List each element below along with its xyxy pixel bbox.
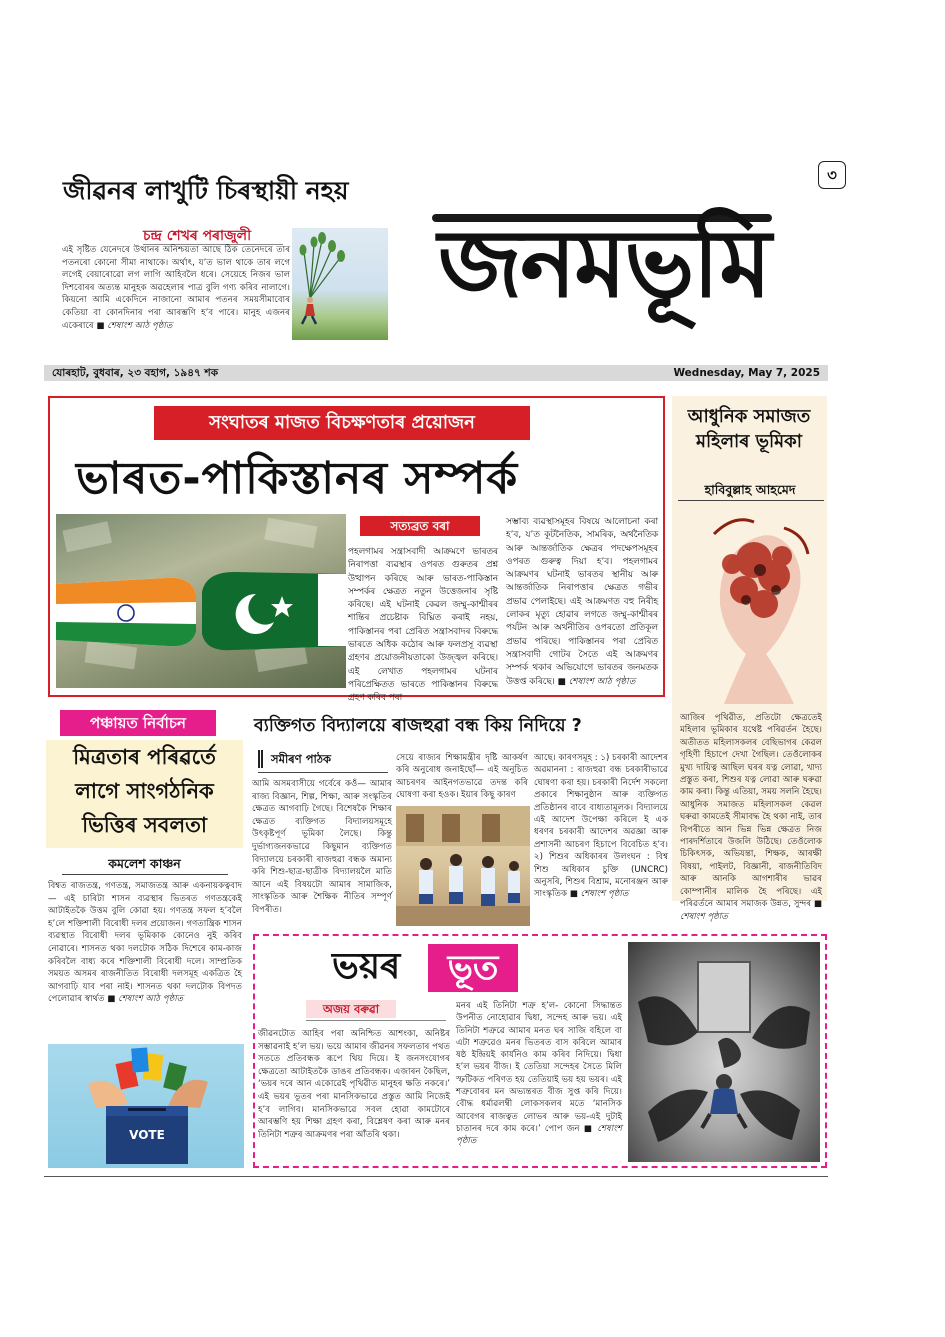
fear-continued: ■ শেষাংশ পৃষ্ঠাত — [456, 1123, 622, 1147]
main-story-kicker: সংঘাতৰ মাজত বিচক্ষণতাৰ প্ৰয়োজন — [154, 406, 530, 440]
masthead-title — [432, 186, 824, 336]
fear-headline-a: ভয়ৰ — [332, 946, 401, 987]
school-col3: আছে। কাৰণসমূহ : ১) চৰকাৰী আদেশৰ অৱমাননা : ৰাজহুৱা বন্ধ চৰকাৰীভাৱে ঘোষণা কৰা হয়। চৰকাৰী নিৰ্দেশ সকলো প্ৰকাৰে শিক্ষানুষ্ঠান আৰু ব্যক্তিগত প্ৰতিষ্ঠানৰ বাবে বাধ্যতামূলক। বিদ্যালয়ে এই আদেশ উপেক্ষা কৰিলে ই এক ধৰণৰ চৰকাৰী আদেশৰ অৱজ্ঞা আৰু প্ৰশাসনী আচৰণ হিচাপে বিবেচিত হ’ব। ২) শিশুৰ অধিকাৰৰ উলংঘন : বিশ্ব শিশু অধিকাৰ চুক্তি (UNCRC) অনুসৰি, শিশুৰ বিশ্ৰাম, মনোৰঞ্জন আৰু সাংস্কৃতিক ■ শেষাংশ পৃষ্ঠাত — [534, 753, 668, 900]
fear-headline-b: ভূত — [447, 948, 499, 988]
main-story-col2: সম্ভাব্য ব্যৱস্থাসমূহৰ বিষয়ে আলোচনা কৰা হ’ব, য’ত কূটনৈতিক, সামৰিক, অৰ্থনৈতিক আৰু আন্তৰ্জাতিক ক্ষেত্ৰৰ পদক্ষেপসমূহৰ ওপৰত গুৰুত্ব দিয়া হ’ব। পহলগামৰ আক্ৰমণৰ ঘটনাই ভাৰতৰ স্থানীয় আৰু আন্তৰ্জাতিক নিৰাপত্তাৰ ক্ষেত্ৰত গভীৰ প্ৰভাৱ পেলাইছে। এই আক্ৰমণত বহু নিৰীহ লোকৰ মৃত্যু হোৱাৰ লগতে জম্মু-কাশ্মীৰৰ পৰ্যটন আৰু অৰ্থনীতিৰ ওপৰতো প্ৰতিকূল প্ৰভাৱ পৰিছে। পাকিস্তানৰ পৰা প্ৰেৰিত সন্ত্ৰাসবাদী গোটৰ সৈতে এই আক্ৰমণৰ সম্পৰ্ক থকাৰ অভিযোগে ভাৰতৰ জনমতক উত্তপ্ত কৰিছে। ■ শেষাংশ আঠ পৃষ্ঠাত — [506, 517, 658, 687]
page-number: ৩ — [827, 166, 837, 184]
panchayat-kicker: পঞ্চায়ত নিৰ্বাচন — [60, 710, 216, 736]
main-story-image — [56, 514, 346, 688]
side-story-author: হাবিবুল্লাহ আহমেদ — [704, 482, 796, 497]
top-story-body: এই সৃষ্টিত যেনেদৰে উত্থানৰ অনিশ্চয়তা আছে ঠিক তেনেদৰে তাৰ পতনৰো কোনো সীমা নাথাকে। অৰ্থাৎ, য’ত ভাল থাকে তাৰ লগে লগেই বেয়াৰোৱো লগ লাগি আহিবলৈ ধৰে। সেয়েহে নিজৰ ভাল দিশবোৰৰ অত্যন্ত মানুহক অৱহেলাৰ পাত্ৰ বুলি গণ্য কৰিব নালাগে। কিয়নো আমি একেদিনে নাজানো আমাৰ পতনৰ সময়সীমাবোৰ কেতিয়া বা কোনদিনাৰ পৰা আৰম্ভণি হ’ব পাৰে। মানুহ এজনৰ একেৰাৰে ■ শেষাংশ আঠ পৃষ্ঠাত — [62, 245, 290, 331]
top-story-headline: জীৱনৰ লাখুটি চিৰস্থায়ী নহয় — [63, 176, 349, 205]
fear-author: অজয় বৰুৱা — [322, 1002, 380, 1016]
panchayat-headline-line-3: ভিত্তিৰ সবলতা — [82, 813, 207, 837]
panchayat-author: কমলেশ কাঞ্চন — [108, 856, 181, 871]
side-story-continued: ■ শেষাংশ পৃষ্ঠাত — [680, 899, 823, 922]
main-story-col1: পহলগামৰ সন্ত্ৰাসবাদী আক্ৰমণে ভাৰতৰ নিৰাপত্তা ব্যৱস্থাৰ ওপৰত গুৰুতৰ প্ৰশ্ন উত্থাপন কৰিছে আৰু ভাৰত-পাকিস্তান সম্পৰ্কৰ ক্ষেত্ৰত নতুন উত্তেজনাৰ সৃষ্টি কৰিছে। এই ঘটনাই কেৱল জম্মু-কাশ্মীৰৰ শান্তিৰ প্ৰচেষ্টাক বিঘ্নিত কৰাই নহয়, পাকিস্তানৰ পৰা প্ৰেৰিত সন্ত্ৰাসবাদৰ বিৰুদ্ধে ভাৰতে অধিক কঠোৰ আৰু ফলপ্ৰসূ ব্যৱস্থা গ্ৰহণৰ প্ৰয়োজনীয়তাকো উজ্জ্বল কৰিছে। এই লেখাত পহলগামৰ ঘটনাৰ পৰিপ্ৰেক্ষিতত ভাৰতে পাকিস্তানৰ বিৰুদ্ধে গ্ৰহণ কৰিব পৰা — [348, 547, 498, 704]
panchayat-headline-line-2: লাগে সাংগঠনিক — [75, 779, 214, 803]
fear-headline-b-box — [428, 944, 518, 992]
fear-image — [628, 942, 820, 1162]
dateline-right: Wednesday, May 7, 2025 — [673, 367, 820, 379]
panchayat-headline — [46, 740, 243, 848]
panchayat-continued: ■ শেষাংশ আঠ পৃষ্ঠাত — [107, 994, 184, 1005]
side-story-headline: আধুনিক সমাজত মহিলাৰ ভূমিকা — [687, 406, 811, 452]
masthead-text: জনমভূমি — [438, 210, 770, 319]
main-story-continued: ■ শেষাংশ আঠ পৃষ্ঠাত — [557, 676, 636, 687]
school-image — [396, 806, 530, 926]
fear-col2: মনৰ এই তিনিটা শত্ৰু হ’ল- কোনো সিদ্ধান্তত উপনীত নোহোৱাৰ দ্বিধা, সন্দেহ আৰু ভয়। এই তিনিটা শত্ৰুৱে আমাৰ মনত ঘৰ সাজি বহিলে বা এটা শত্ৰুৱেও মনৰ ভিতৰত বাস কৰিলে আমাৰ ষষ্ঠ ইন্দ্ৰিয়ই কাৰ্যনিও কাম কৰিব নিদিয়ে। দ্বিধা হ’ল ভয়ৰ বীজ। ই তেতিয়া সন্দেহৰ সৈতে মিলি স্ফটিকত পৰিণত হয় তেতিয়াই ভয় হয় ভয়ৰ। এই শত্ৰুবোৰৰ মন অভ্যন্তৰত বীজ সুপ্ত কৰি দিয়ে। বৌদ্ধ ধৰ্মাৱলম্বী লোকসকলৰ মতে ‘মানসিক আবেগৰ ৰাজত্বত লোভৰ আৰু ভয়-এই দুটাই চাতানৰ দৰে কাম কৰে।’ পোপ জন ■ শেষাংশ পৃষ্ঠাত — [456, 1001, 622, 1147]
top-story-image — [292, 228, 388, 340]
main-story-author: সত্যব্ৰত বৰা — [390, 519, 450, 533]
page-bottom-rule — [44, 1176, 828, 1177]
school-col1: আমি অসমবাসীয়ে গৰ্বেৰে কওঁ— আমাৰ ৰাজ্য বিজ্ঞান, শিল্প, শিক্ষা, আৰু সংস্কৃতিৰ ক্ষেত্ৰত আগবাঢ়ি গৈছে। বিশেষকৈ শিক্ষাৰ ক্ষেত্ৰত ব্যক্তিগত বিদ্যালয়সমূহে উৎকৃষ্টপূৰ্ণ ভূমিকা লৈছে। কিন্তু দুৰ্ভাগ্যজনকভাৱে কিছুমান ব্যক্তিগত বিদ্যালয়ে চৰকাৰী ৰাজহুৱা বন্ধক অমান্য কৰি শিশু-ছাত্ৰ-ছাত্ৰীক বিদ্যালয়লৈ মাতি আনে এই বিষয়টো আমাৰ সামাজিক, সাংস্কৃতিক আৰু শৈক্ষিক নীতিৰ সম্পূৰ্ণ বিপৰীত। — [252, 779, 392, 915]
top-story-continued: ■ শেষাংশ আঠ পৃষ্ঠাত — [96, 320, 173, 331]
school-continued: ■ শেষাংশ পৃষ্ঠাত — [569, 889, 629, 900]
vote-image — [48, 1044, 244, 1168]
school-col2: সেয়ে ৰাজ্যৰ শিক্ষামন্ত্ৰীৰ দৃষ্টি আকৰ্ষণ কৰি অনুৰোধ জনাইছোঁ— এই অনুচিত আচৰণৰ আইনগতভাৱে তদন্ত কৰি ঘোষণা কৰা হওক। ইয়াৰ কিছু কাৰণ — [396, 753, 528, 801]
dateline-left: যোৰহাট, বুধবাৰ, ২৩ বহাগ, ১৯৪৭ শক — [52, 367, 219, 379]
dateline-bar — [44, 365, 828, 381]
panchayat-body: বিশ্বত ৰাজতন্ত্ৰ, গণতন্ত্ৰ, সমাজতন্ত্ৰ আৰু একনায়কত্ববাদ— এই চাৰিটা শাসন ব্যৱস্থাৰ ভিতৰত গণতন্ত্ৰকেই আটাইতকৈ উত্তম বুলি কোৱা হয়। গণতন্ত্ৰ সফল হ’বলৈ হ’লে শক্তিশালী বিৰোধী দলৰ প্ৰয়োজন। গণতান্ত্ৰিক শাসন ব্যৱস্থাত বিৰোধী দলৰ ভূমিকাক কোনেও নুই কৰিব নোৱাৰে। শাসনত থকা দলটোক সঠিক দিশেৰে কাম-কাজ কৰিবলৈ বাধ্য কৰে শক্তিশালী বিৰোধী দলে। সাম্প্ৰতিক সময়ত অসমৰ ৰাজনীতিত বিৰোধী দলসমূহ একত্ৰিত হৈ আগবাঢ়ি যাব পৰা নাই। শাসনত থকা দলটোক বিপদত পেলোৱাৰ স্বাৰ্থত ■ শেষাংশ আঠ পৃষ্ঠাত — [48, 881, 242, 1005]
panchayat-headline-line-1: মিত্ৰতাৰ পৰিৱৰ্তে — [73, 745, 216, 769]
fear-author-tag — [306, 1000, 396, 1018]
main-story-author-tag — [360, 516, 480, 536]
school-author-tag — [258, 750, 393, 768]
school-author: সমীৰণ পাঠক — [271, 752, 332, 766]
side-story-image — [684, 504, 820, 710]
school-headline: ব্যক্তিগত বিদ্যালয়ে ৰাজহুৱা বন্ধ কিয় নিদিয়ে ? — [254, 716, 582, 736]
fear-col1: জীৱনটোত আহিব পৰা অনিশ্চিত আশংকা, অনিষ্টৰ সম্ভাৱনাই হ’ল ভয়। ভয়ে আমাৰ জীৱনৰ সফলতাৰ পথত সততে প্ৰতিবন্ধক ৰূপে থিয় দিয়ে। ই জনসংযোগৰ ক্ষেত্ৰতো আটাইতকৈ ডাঙৰ প্ৰতিবন্ধক। এজাৰন কৈছিল, ‘ভয়ৰ দৰে আন একোৱেই পৃথিৱীত মানুহৰ ক্ষতি নকৰে।’ এই ভয়ৰ ভূতৰ পৰা মানসিকভাৱে প্ৰস্তুত আমি নিজেই হ’ব লাগিব। মানসিকভাৱে সবল হোৱা কামটোৰে আৰম্ভণি হয় শিক্ষা গ্ৰহণ কৰা, বিশ্লেষণ কৰা আৰু মনৰ তিনিটা শত্ৰুৰ আক্ৰমণৰ পৰা আঁতৰি থকা। — [258, 1029, 450, 1140]
page-number-box — [818, 161, 846, 189]
top-story-author: চন্দ্ৰ শেখৰ পৰাজুলী — [143, 228, 252, 244]
side-story-body: আজিৰ পৃথিৱীত, প্ৰতিটো ক্ষেত্ৰতেই মহিলাৰ ভূমিকাৰ যথেষ্ট পৰিৱৰ্তন হৈছে। অতীতত মহিলাসকলৰ বেছিভাগৰ কেৱল গৃহিণী হিচাপে দেখা গৈছিল। তেওঁলোকৰ মুখ্য দায়িত্ব আছিল ঘৰৰ যত্ন লোৱা, খাদ্য প্ৰস্তুত কৰা, শিশুৰ যত্ন লোৱা আৰু ঘৰুৱা কাম কৰা। কিন্তু এতিয়া, সময় সলনি হৈছে। আধুনিক সমাজত মহিলাসকল কেৱল ঘৰুৱা কামতেই সীমাবদ্ধ হৈ থকা নাই, তাৰ বিপৰীতে আন ভিন্ন ভিন্ন ক্ষেত্ৰত নিজ পাৰদৰ্শিতাৰে উজলি উঠিছে। তেওঁলোক চিকিৎসক, অভিযন্তা, শিক্ষক, আৰক্ষী বিষয়া, পাইলট, বিজ্ঞানী, ৰাজনীতিবিদ আৰু আনকি আগশাৰীৰ ভাৱৰ কোম্পানীৰ মালিক হৈ পৰিছে। এই পৰিৱৰ্তনে আমাৰ সমাজক উন্নত, সুন্দৰ ■ শেষাংশ পৃষ্ঠাত — [680, 713, 823, 922]
vote-label: VOTE — [129, 1128, 165, 1142]
main-story-headline: ভাৰত-পাকিস্তানৰ সম্পৰ্ক — [76, 453, 519, 504]
